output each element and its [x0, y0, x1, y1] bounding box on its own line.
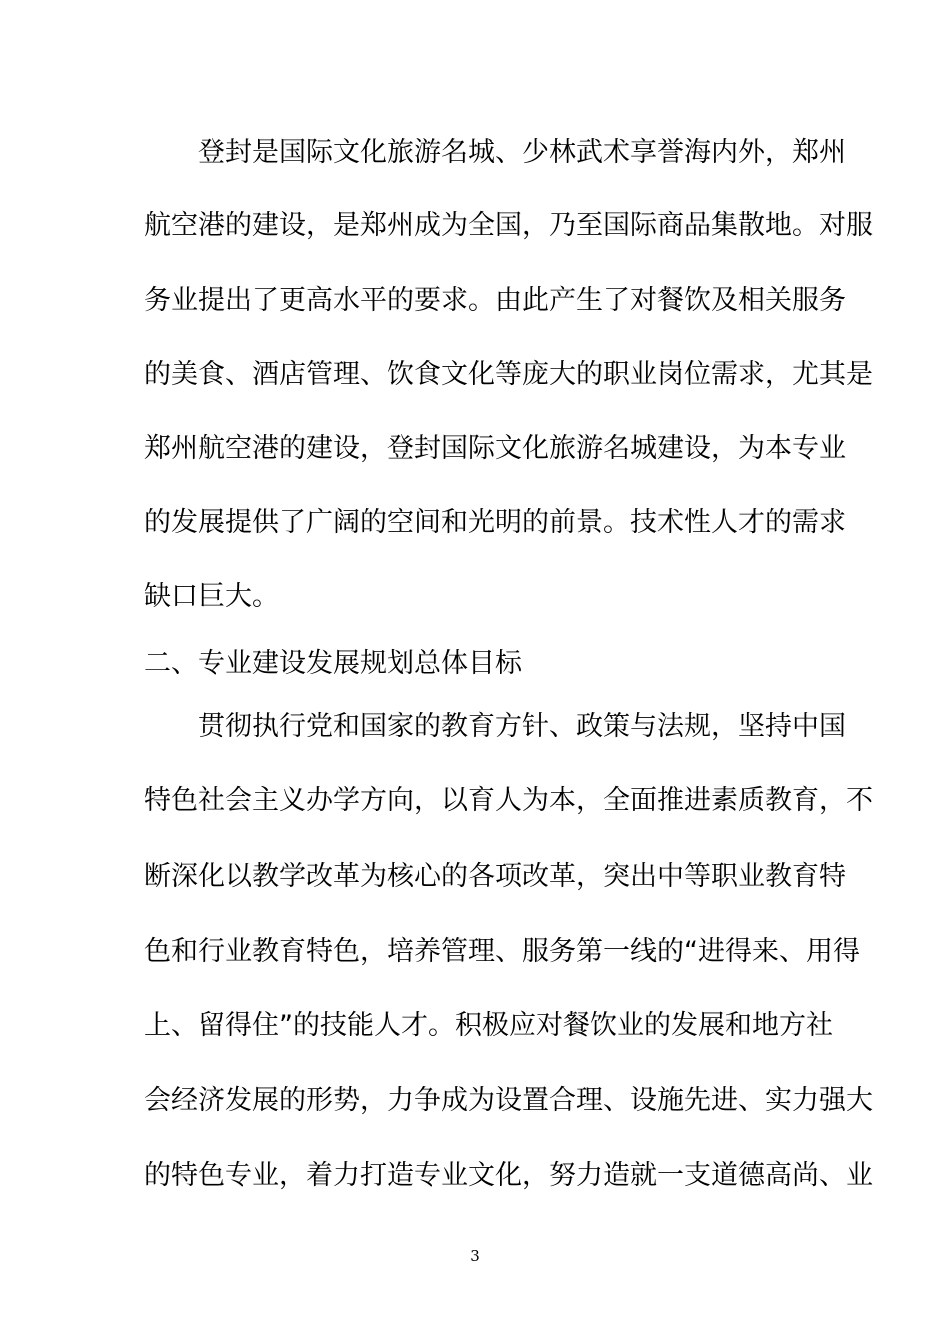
paragraph-line: 特色社会主义办学方向，以育人为本，全面推进素质教育，不: [144, 785, 873, 816]
paragraph-line: 航空港的建设，是郑州成为全国，乃至国际商品集散地。对服: [144, 210, 873, 241]
paragraph-line: 的发展提供了广阔的空间和光明的前景。技术性人才的需求: [144, 507, 846, 538]
paragraph-line: 上、留得住”的技能人才。积极应对餐饮业的发展和地方社: [144, 1010, 833, 1041]
paragraph-line: 务业提出了更高水平的要求。由此产生了对餐饮及相关服务: [144, 285, 846, 316]
paragraph-line: 会经济发展的形势，力争成为设置合理、设施先进、实力强大: [144, 1085, 873, 1116]
paragraph-line: 断深化以教学改革为核心的各项改革，突出中等职业教育特: [144, 861, 846, 892]
section-heading: 二、专业建设发展规划总体目标: [144, 648, 522, 679]
paragraph-line: 郑州航空港的建设，登封国际文化旅游名城建设，为本专业: [144, 433, 846, 464]
paragraph-line: 的美食、酒店管理、饮食文化等庞大的职业岗位需求，尤其是: [144, 359, 873, 390]
page-number: 3: [470, 1247, 480, 1265]
paragraph-line: 登封是国际文化旅游名城、少林武术享誉海内外，郑州: [198, 137, 846, 168]
paragraph-line: 缺口巨大。: [144, 581, 279, 612]
paragraph-line: 色和行业教育特色，培养管理、服务第一线的“进得来、用得: [144, 936, 860, 967]
paragraph-line: 的特色专业，着力打造专业文化，努力造就一支道德高尚、业: [144, 1160, 873, 1191]
paragraph-line: 贯彻执行党和国家的教育方针、政策与法规，坚持中国: [198, 711, 846, 742]
